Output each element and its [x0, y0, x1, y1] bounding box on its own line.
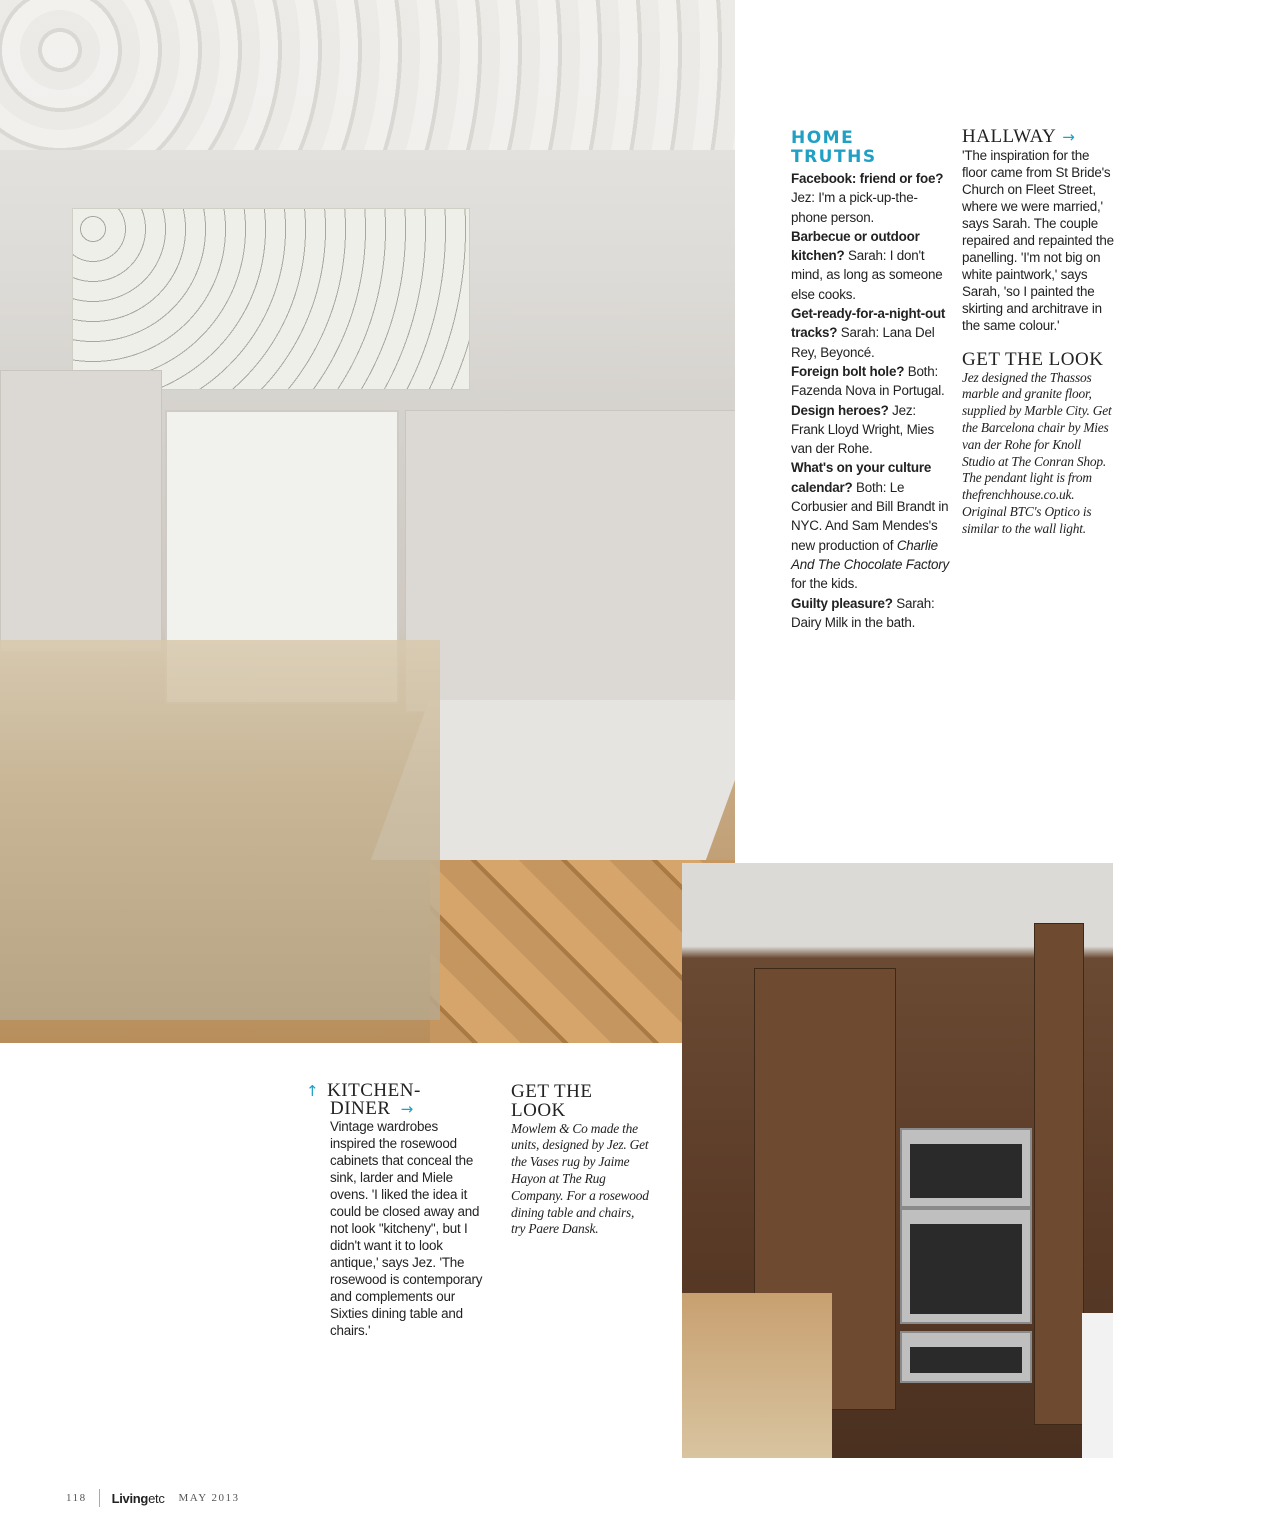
page-footer: [66, 1489, 240, 1507]
home-truth-item: Guilty pleasure? Sarah: Dairy Milk in the bath.: [791, 595, 935, 630]
hallway-get-the-look-text: Jez designed the Thassos marble and granite floor, supplied by Marble City. Get the Barcelona chair by Mies van der Rohe for Knoll Studio at The Conran Shop. The pendant light is from thefrenchhouse.co.uk. Original BTC's Optico is similar to the wall light.: [962, 369, 1112, 536]
home-truth-item: Get-ready-for-a-night-out tracks? Sarah: Lana Del Rey, Beyoncé.: [791, 306, 946, 360]
home-truth-item: Barbecue or outdoor kitchen? Sarah: I don't mind, as long as someone else cooks.: [791, 228, 943, 302]
issue-date: MAY 2013: [178, 1492, 240, 1504]
magazine-logo: Livingetc: [111, 1490, 165, 1506]
wall-panelling-right: [405, 410, 735, 712]
rosewood-cabinet-door: [1034, 923, 1084, 1425]
radiator: [1082, 1313, 1113, 1458]
home-truths-heading: HOME TRUTHS: [791, 128, 877, 167]
hallway-body: 'The inspiration for the floor came from St Bride's Church on Fleet Street, where we were married,' says Sarah. The couple repaired and repainted the panelling. 'I'm not big on white paintwork,' says Sarah, 'so I painted the skirting and architrave in the same colour.': [962, 148, 1114, 334]
kitchen-get-the-look-text: Mowlem & Co made the units, designed by Jez. Get the Vases rug by Jaime Hayon at The Rug Company. For a rosewood dining table and chairs, try Paere Dansk.: [511, 1120, 649, 1237]
home-truths-body: [791, 169, 951, 632]
page-number: 118: [66, 1492, 87, 1504]
kitchen-photo: [682, 863, 1113, 1458]
ornate-ceiling: [0, 0, 735, 150]
kitchen-get-the-look: [511, 1082, 651, 1238]
arrow-up-icon: ↑: [306, 1082, 320, 1100]
home-truth-item: Foreign bolt hole? Both: Fazenda Nova in Portugal.: [791, 363, 945, 399]
arrow-right-icon: →: [400, 1100, 414, 1118]
oven-bottom: [900, 1331, 1032, 1383]
mirrored-island-corner: [682, 1293, 832, 1458]
home-truth-item: Design heroes? Jez: Frank Lloyd Wright, Mies van der Rohe.: [791, 402, 935, 457]
home-truth-item: What's on your culture calendar? Both: Le Corbusier and Bill Brandt in NYC. And Sam Mendes's new production of Charlie And The Chocolate Factory for the kids.: [791, 460, 950, 592]
oven-top: [900, 1128, 1032, 1208]
mirrored-kitchen-island: [0, 640, 440, 1020]
kitchen-diner-body: Vintage wardrobes inspired the rosewood cabinets that conceal the sink, larder and Miele ovens. 'I liked the idea it could be closed away and not look "kitcheny", but I didn't want it to look antique,' says Jez. 'The rosewood is contemporary and complements our Sixties dining table and chairs.': [330, 1119, 483, 1338]
kitchen-diner-column: [306, 1082, 484, 1339]
arrow-right-icon: →: [1062, 128, 1076, 146]
footer-divider: [99, 1489, 100, 1507]
kitchen-get-the-look-heading: GET THE LOOK: [511, 1081, 593, 1122]
wall-panelling-left: [0, 370, 162, 652]
hallway-photo: [0, 0, 735, 1043]
hallway-heading: HALLWAY →: [962, 126, 1076, 147]
home-truths-column: [791, 129, 951, 632]
kitchen-diner-heading: ↑ KITCHEN- DINER →: [306, 1080, 421, 1119]
hallway-get-the-look-heading: GET THE LOOK: [962, 349, 1104, 371]
hallway-column: [962, 127, 1114, 538]
wall-artwork: [72, 208, 470, 390]
oven-middle: [900, 1208, 1032, 1324]
home-truth-item: Facebook: friend or foe? Jez: I'm a pick-up-the-phone person.: [791, 171, 944, 225]
